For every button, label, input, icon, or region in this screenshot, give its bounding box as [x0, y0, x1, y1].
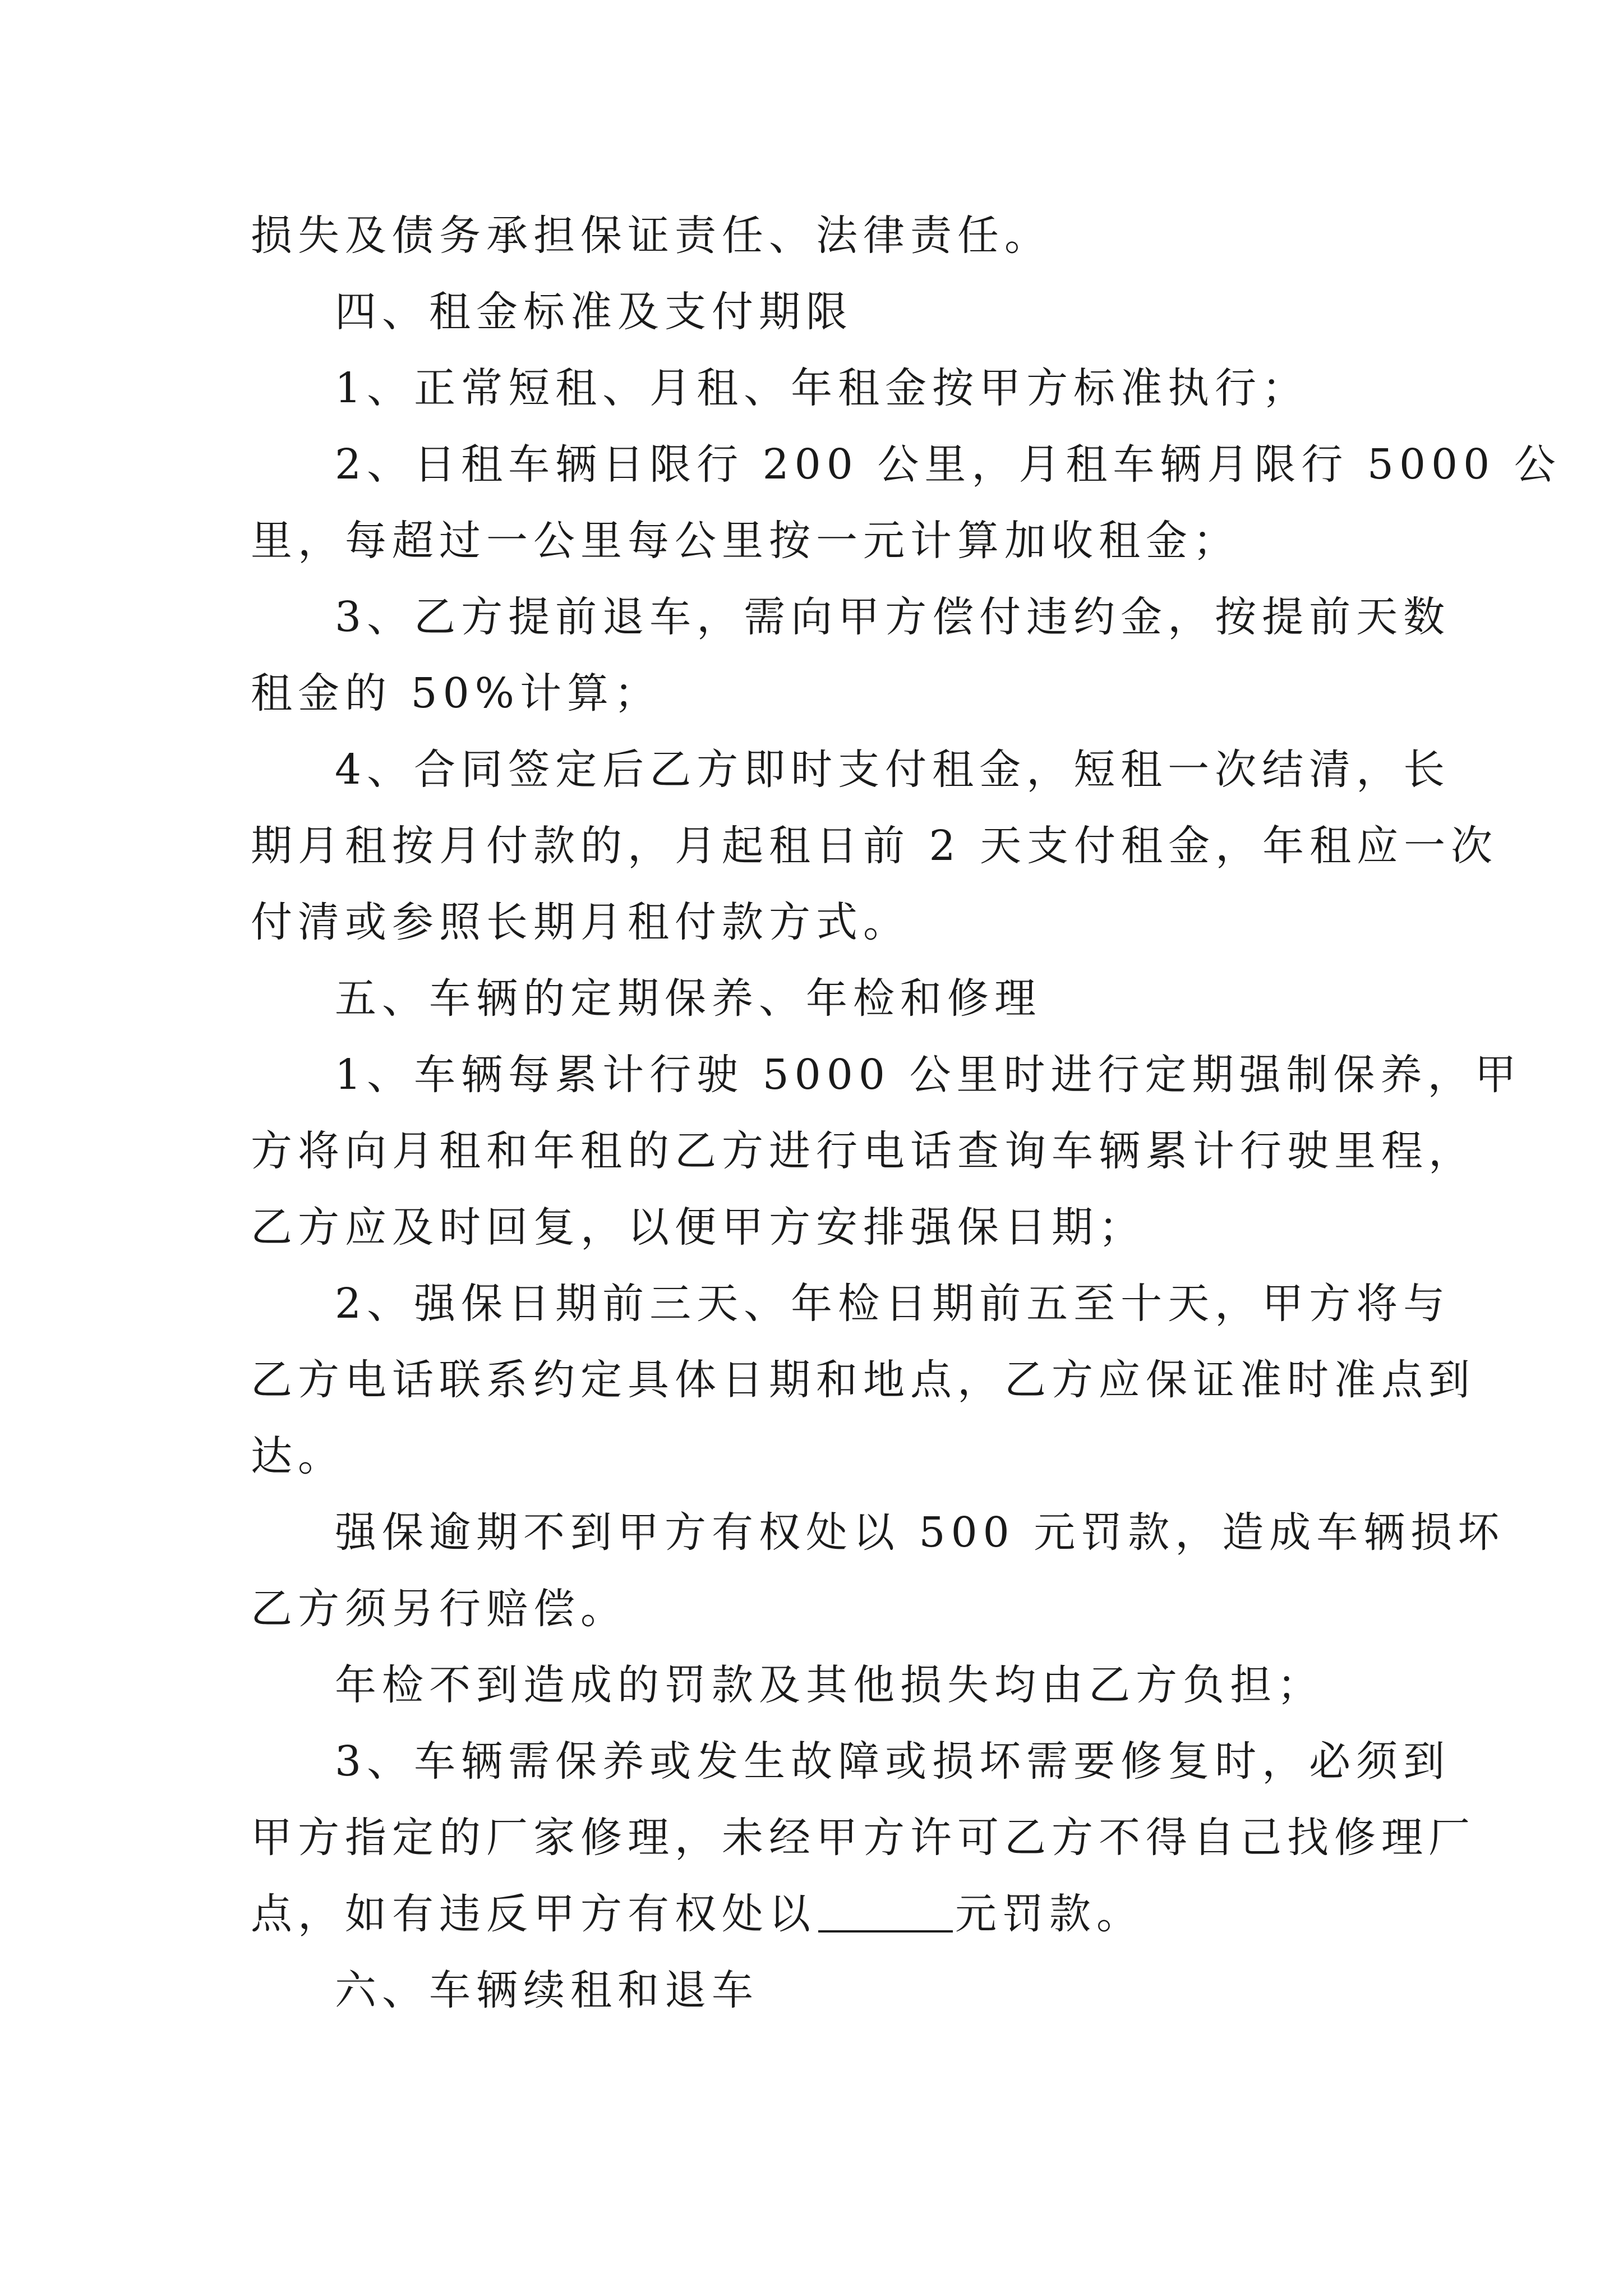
text-line: 年检不到造成的罚款及其他损失均由乙方负担； — [335, 1661, 1324, 1709]
text-line: 1、车辆每累计行驶 5000 公里时进行定期强制保养，甲 — [335, 1051, 1522, 1099]
text-line: 里，每超过一公里每公里按一元计算加收租金； — [251, 517, 1240, 565]
text-line: 4、合同签定后乙方即时支付租金，短租一次结清，长 — [335, 746, 1451, 794]
text-line: 3、乙方提前退车，需向甲方偿付违约金，按提前天数 — [335, 593, 1451, 641]
fill-in-blank — [818, 1930, 953, 1932]
text-line: 2、日租车辆日限行 200 公里，月租车辆月限行 5000 公 — [335, 440, 1561, 489]
text-line: 强保逾期不到甲方有权处以 500 元罚款，造成车辆损坏 — [335, 1508, 1505, 1557]
text-line: 乙方须另行赔偿。 — [251, 1585, 628, 1633]
text-line-with-blank — [251, 1880, 1144, 1948]
text-line: 租金的 50%计算； — [251, 669, 661, 717]
text-line: 1、正常短租、月租、年租金按甲方标准执行； — [335, 364, 1310, 412]
text-line: 付清或参照长期月租付款方式。 — [251, 898, 910, 946]
section-heading: 四、租金标准及支付期限 — [335, 288, 853, 336]
text-before-blank: 点，如有违反甲方有权处以 — [251, 1890, 816, 1938]
text-line: 甲方指定的厂家修理，未经甲方许可乙方不得自己找修理厂 — [251, 1814, 1476, 1862]
text-line: 3、车辆需保养或发生故障或损坏需要修复时，必须到 — [335, 1737, 1451, 1786]
section-heading: 六、车辆续租和退车 — [335, 1966, 759, 2014]
text-line: 2、强保日期前三天、年检日期前五至十天，甲方将与 — [335, 1280, 1451, 1328]
section-heading: 五、车辆的定期保养、年检和修理 — [335, 974, 1041, 1023]
text-line: 达。 — [251, 1432, 345, 1480]
text-line: 损失及债务承担保证责任、法律责任。 — [251, 211, 1052, 260]
text-after-blank: 元罚款。 — [955, 1890, 1144, 1938]
text-line: 乙方电话联系约定具体日期和地点，乙方应保证准时准点到 — [251, 1356, 1476, 1404]
text-line: 乙方应及时回复，以便甲方安排强保日期； — [251, 1203, 1146, 1251]
text-line: 期月租按月付款的，月起租日前 2 天支付租金，年租应一次 — [251, 822, 1498, 870]
text-line: 方将向月租和年租的乙方进行电话查询车辆累计行驶里程， — [251, 1127, 1476, 1175]
